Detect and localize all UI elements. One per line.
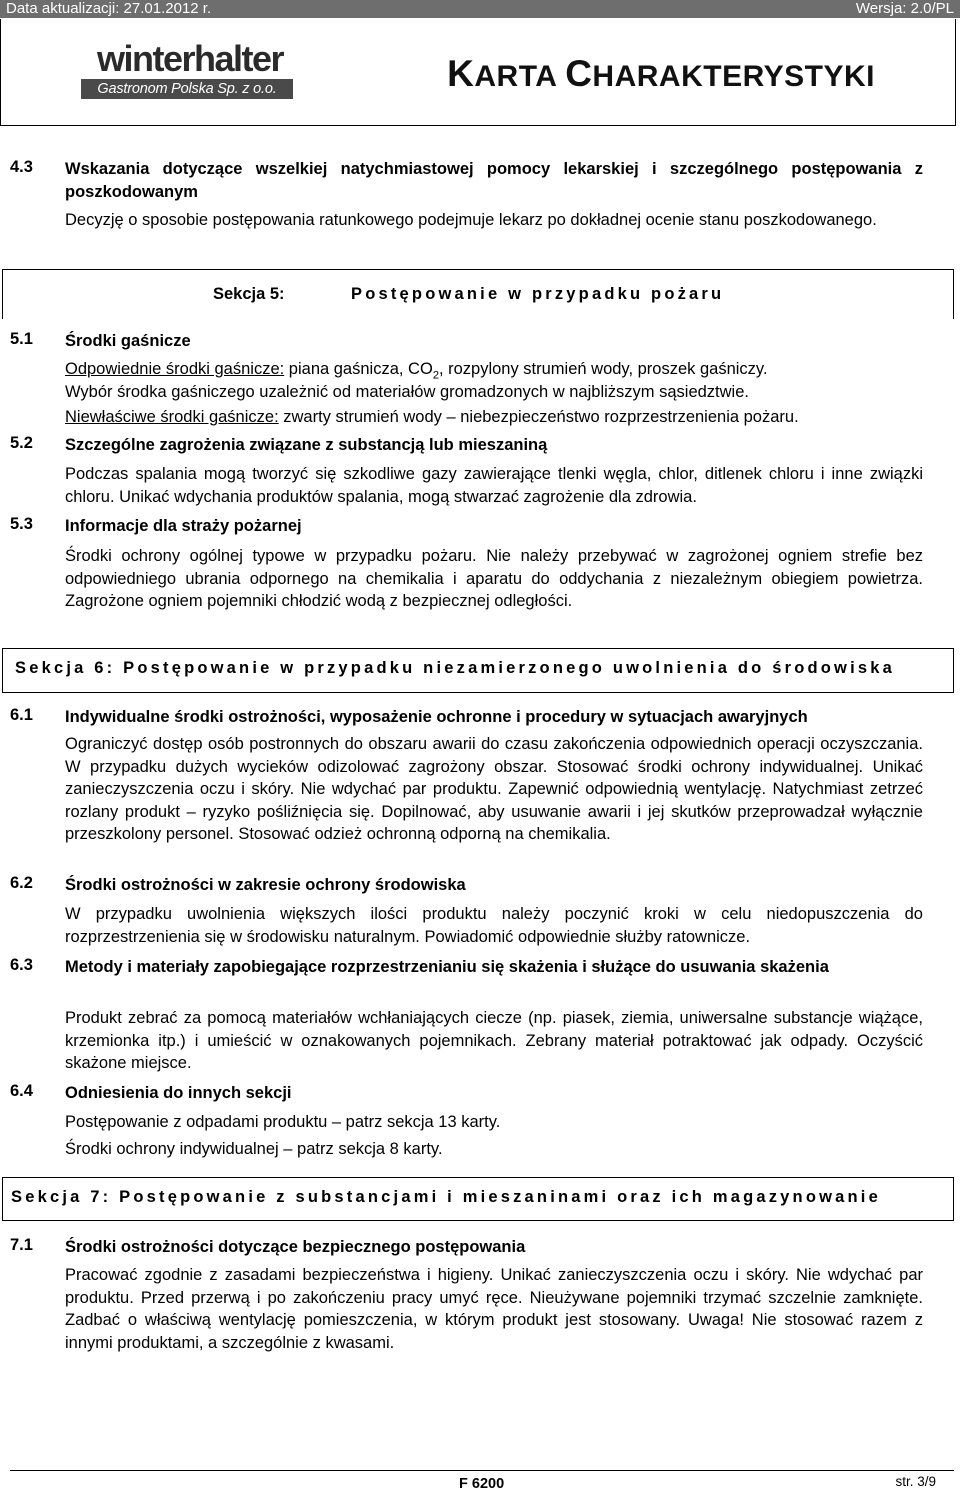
company-logo bbox=[81, 38, 293, 97]
section-number: 6.1 bbox=[10, 706, 33, 724]
paragraph: Odpowiednie środki gaśnicze: piana gaśnicza, $CO_2$, rozpylony strumień wody, proszek gaśniczy. bbox=[65, 360, 768, 382]
paragraph: Produkt zebrać za pomocą materiałów wchłaniających ciecze (np. piasek, ziemia, uniwersalne substancje wiążące, krzemionka itp.) i umieścić w oznakowanych pojemnikach. Zebrany materiał potraktować jak odpady. Oczyścić skażone miejsce. bbox=[65, 1009, 923, 1072]
section-5-header bbox=[2, 269, 954, 319]
top-info-bar bbox=[0, 0, 960, 18]
subsection-heading: Informacje dla straży pożarnej bbox=[65, 517, 302, 535]
subsection-heading: Metody i materiały zapobiegające rozprzestrzenianiu się skażenia i służące do usuwania skażenia bbox=[65, 958, 829, 976]
subsection-heading: Środki ostrożności dotyczące bezpiecznego postępowania bbox=[65, 1238, 526, 1256]
subsection-heading: Wskazania dotyczące wszelkiej natychmiastowej pomocy lekarskiej i szczególnego postępowania z poszkodowanym bbox=[65, 160, 923, 201]
section-6-header: Sekcja 6: Postępowanie w przypadku niezamierzonego uwolnienia do środowiska bbox=[2, 648, 954, 693]
paragraph: Niewłaściwe środki gaśnicze: zwarty strumień wody – niebezpieczeństwo rozprzestrzenienia pożaru. bbox=[65, 408, 799, 426]
paragraph: Podczas spalania mogą tworzyć się szkodliwe gazy zawierające tlenki węgla, chlor, ditlenek chloru i inne związki chloru. Unikać wdychania produktów spalania, mogą stwarzać zagrożenie dla zdrowia. bbox=[65, 465, 923, 506]
footer-product-code: F 6200 bbox=[459, 1476, 505, 1492]
section-number: 4.3 bbox=[10, 158, 33, 176]
paragraph: Postępowanie z odpadami produktu – patrz sekcja 13 karty. bbox=[65, 1113, 501, 1131]
section-7-header: Sekcja 7: Postępowanie z substancjami i mieszaninami oraz ich magazynowanie bbox=[2, 1177, 954, 1221]
section-number: 7.1 bbox=[10, 1236, 33, 1254]
logo-company: Gastronom Polska Sp. z o.o. bbox=[81, 79, 293, 99]
paragraph: Pracować zgodnie z zasadami bezpieczeństwa i higieny. Unikać zanieczyszczenia oczu i skóry. Nie wdychać par produktu. Przed przerwą i po zakończeniu pracy umyć ręce. Nieużywane pojemniki trzymać szczelnie zamknięte. Zadbać o właściwą wentylację pomieszczenia, w którym produkt jest stosowany. Uwaga! Nie stosować razem z innymi produktami, a szczególnie z kwasami. bbox=[65, 1266, 923, 1352]
subsection-heading: Odniesienia do innych sekcji bbox=[65, 1084, 292, 1102]
paragraph: Ograniczyć dostęp osób postronnych do obszaru awarii do czasu zakończenia odpowiednich operacji oczyszczania. W przypadku dużych wycieków odizolować zagrożony obszar. Stosować środki ochrony indywidualnej. Unikać zanieczyszczenia oczu i skóry. Nie wdychać par produktu. Zapewnić odpowiednią wentylację. Natychmiast zetrzeć rozlany produkt – ryzyko pośliźnięcia się. Dopilnować, aby usuwanie awarii i jej skutków przeprowadzał wyłącznie przeszkolony personel. Stosować odzież ochronną odporną na chemikalia. bbox=[65, 735, 923, 843]
section-number: 6.2 bbox=[10, 874, 33, 892]
section-number: 5.3 bbox=[10, 515, 33, 533]
document-version: Wersja: 2.0/PL bbox=[855, 0, 954, 17]
section-number: 6.4 bbox=[10, 1082, 33, 1100]
subsection-heading: Środki gaśnicze bbox=[65, 332, 191, 350]
page-number: str. 3/9 bbox=[895, 1474, 936, 1489]
section-number: 5.1 bbox=[10, 330, 33, 348]
subsection-heading: Szczególne zagrożenia związane z substancją lub mieszaniną bbox=[65, 436, 548, 454]
section-number: 6.3 bbox=[10, 956, 33, 974]
section-number: 5.2 bbox=[10, 434, 33, 452]
paragraph: W przypadku uwolnienia większych ilości produktu należy poczynić kroki w celu niedopuszczenia do rozprzestrzenienia się w środowisku naturalnym. Powiadomić odpowiednie służby ratownicze. bbox=[65, 905, 923, 946]
subsection-heading: Środki ostrożności w zakresie ochrony środowiska bbox=[65, 876, 466, 894]
paragraph: Środki ochrony ogólnej typowe w przypadku pożaru. Nie należy przebywać w zagrożonej ogniem strefie bez odpowiedniego ubrania odpornego na chemikalia i aparatu do oddychania z niezależnym obiegiem powietrza. Zagrożone ogniem pojemniki chłodzić wodą z bezpiecznej odległości. bbox=[65, 547, 923, 610]
section-5-title: Postępowanie w przypadku pożaru bbox=[351, 285, 725, 303]
section-5-label: Sekcja 5: bbox=[213, 285, 285, 303]
update-date: Data aktualizacji: 27.01.2012 r. bbox=[6, 0, 212, 17]
paragraph: Decyzję o sposobie postępowania ratunkowego podejmuje lekarz po dokładnej ocenie stanu poszkodowanego. bbox=[65, 211, 877, 229]
footer-divider bbox=[10, 1470, 954, 1471]
paragraph: Wybór środka gaśniczego uzależnić od materiałów gromadzonych w najbliższym sąsiedztwie. bbox=[65, 383, 749, 401]
document-header bbox=[0, 19, 956, 126]
subsection-heading: Indywidualne środki ostrożności, wyposażenie ochronne i procedury w sytuacjach awaryjnych bbox=[65, 708, 808, 726]
paragraph: Środki ochrony indywidualnej – patrz sekcja 8 karty. bbox=[65, 1140, 443, 1158]
logo-brand: winterhalter bbox=[97, 38, 284, 79]
page-title: KARTA CHARAKTERYSTYKI bbox=[447, 53, 875, 94]
